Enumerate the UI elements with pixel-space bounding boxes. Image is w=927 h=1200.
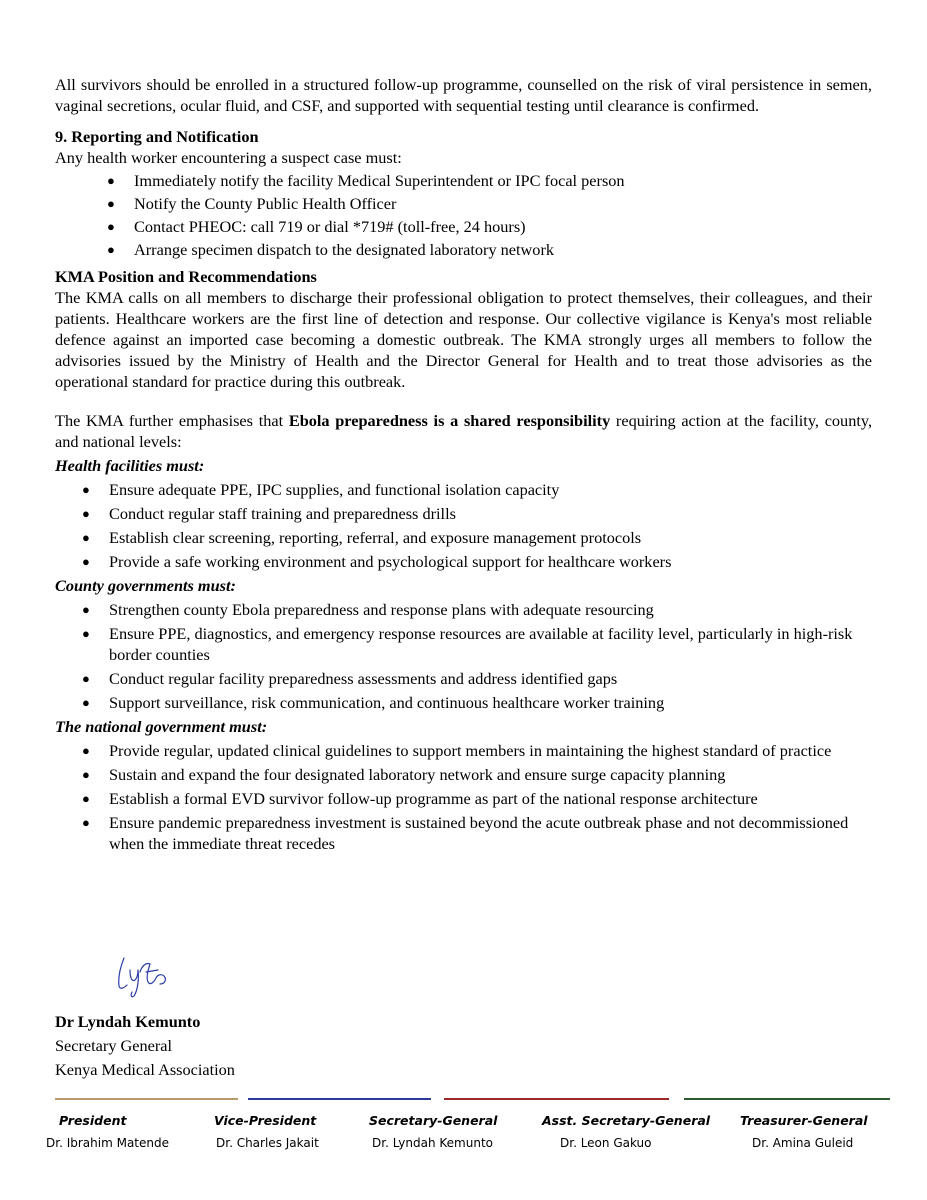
list-item: ● Establish a formal EVD survivor follow-up programme as part of the national response architecture (82, 789, 758, 808)
county-governments-subheading: County governments must: (55, 576, 236, 595)
bullet-icon: ● (82, 554, 90, 569)
reporting-list (55, 170, 872, 260)
holder-treasurer-general: Dr. Amina Guleid (752, 1136, 854, 1150)
bullet-icon: ● (82, 815, 90, 830)
officials-footer (40, 1098, 892, 1158)
bullet-icon: ● (82, 530, 90, 545)
office-asst-secretary-general: Asst. Secretary-General (542, 1113, 711, 1128)
kma-paragraph-1: The KMA calls on all members to discharge their professional obligation to protect themselves, their colleagues, and their patients. Healthcare workers are the first line of detection and response. Our collective vigilance is Kenya's most reliable defence against an imported case becoming a domestic outbreak. The KMA strongly urges all members to follow the advisories issued by the Ministry of Health and the Director General for Health and to treat those advisories as the operational standard for practice during this outbreak. (55, 288, 872, 391)
signatory-organization: Kenya Medical Association (55, 1060, 235, 1079)
national-government-subheading: The national government must: (55, 717, 268, 736)
list-item: ● Strengthen county Ebola preparedness and response plans with adequate resourcing (82, 600, 654, 619)
holder-secretary-general: Dr. Lyndah Kemunto (372, 1136, 493, 1150)
county-governments-list (55, 599, 872, 713)
shared-responsibility-emphasis: Ebola preparedness is a shared responsibility (288, 411, 611, 430)
bullet-icon: ● (82, 671, 90, 686)
bullet-icon: ● (82, 695, 90, 710)
list-item: ● Conduct regular staff training and preparedness drills (82, 504, 456, 523)
bullet-icon: ● (82, 743, 90, 758)
list-item: ● Ensure pandemic preparedness investment is sustained beyond the acute outbreak phase and not decommissioned when the immediate threat recedes (82, 813, 849, 853)
signatory-block (55, 1010, 235, 1082)
survivors-paragraph: All survivors should be enrolled in a structured follow-up programme, counselled on the risk of viral persistence in semen, vaginal secretions, ocular fluid, and CSF, and supported with sequential testing until clearance is confirmed. (55, 75, 872, 115)
list-item: ● Provide regular, updated clinical guidelines to support members in maintaining the highest standard of practice (82, 741, 832, 760)
bullet-icon: ● (107, 219, 115, 234)
footer-rule-president (55, 1098, 238, 1100)
office-secretary-general: Secretary-General (369, 1113, 498, 1128)
kma-paragraph-2: The KMA further emphasises that Ebola preparedness is a shared responsibility requiring action at the facility, county, and national levels: (55, 411, 873, 451)
list-item: ● Sustain and expand the four designated laboratory network and ensure surge capacity planning (82, 765, 726, 784)
list-item: ● Support surveillance, risk communication, and continuous healthcare worker training (82, 693, 665, 712)
list-item: ● Establish clear screening, reporting, referral, and exposure management protocols (82, 528, 642, 547)
list-item: ● Arrange specimen dispatch to the designated laboratory network (107, 240, 555, 259)
health-facilities-subheading: Health facilities must: (55, 456, 205, 475)
bullet-icon: ● (82, 626, 90, 641)
health-facilities-list (55, 479, 872, 572)
holder-asst-secretary-general: Dr. Leon Gakuo (560, 1136, 652, 1150)
national-government-list (55, 740, 872, 854)
signatory-title: Secretary General (55, 1036, 173, 1055)
office-treasurer-general: Treasurer-General (740, 1113, 868, 1128)
holder-president: Dr. Ibrahim Matende (46, 1136, 169, 1150)
holder-vice-president: Dr. Charles Jakait (216, 1136, 319, 1150)
bullet-icon: ● (82, 482, 90, 497)
list-item: ● Notify the County Public Health Officer (107, 194, 397, 213)
bullet-icon: ● (107, 173, 115, 188)
footer-rule-treasurer-general (684, 1098, 890, 1100)
reporting-intro: Any health worker encountering a suspect case must: (55, 148, 402, 167)
list-item: ● Contact PHEOC: call 719 or dial *719# (toll-free, 24 hours) (107, 217, 526, 236)
office-president: President (59, 1113, 127, 1128)
office-vice-president: Vice-President (214, 1113, 317, 1128)
bullet-icon: ● (107, 242, 115, 257)
bullet-icon: ● (82, 791, 90, 806)
bullet-icon: ● (82, 602, 90, 617)
bullet-icon: ● (107, 196, 115, 211)
list-item: ● Immediately notify the facility Medical Superintendent or IPC focal person (107, 171, 625, 190)
list-item: ● Provide a safe working environment and psychological support for healthcare workers (82, 552, 672, 571)
footer-rule-vice-president (248, 1098, 431, 1100)
document-body (55, 74, 872, 854)
handwritten-signature (110, 952, 180, 1002)
signatory-name: Dr Lyndah Kemunto (55, 1012, 201, 1031)
bullet-icon: ● (82, 767, 90, 782)
signature-icon (110, 952, 180, 1002)
list-item: ● Ensure PPE, diagnostics, and emergency response resources are available at facility level, particularly in high-risk border counties (82, 624, 853, 664)
reporting-heading: 9. Reporting and Notification (55, 127, 259, 146)
list-item: ● Ensure adequate PPE, IPC supplies, and functional isolation capacity (82, 480, 560, 499)
kma-heading: KMA Position and Recommendations (55, 267, 317, 286)
footer-rule-secretary-general (444, 1098, 669, 1100)
list-item: ● Conduct regular facility preparedness assessments and address identified gaps (82, 669, 618, 688)
bullet-icon: ● (82, 506, 90, 521)
